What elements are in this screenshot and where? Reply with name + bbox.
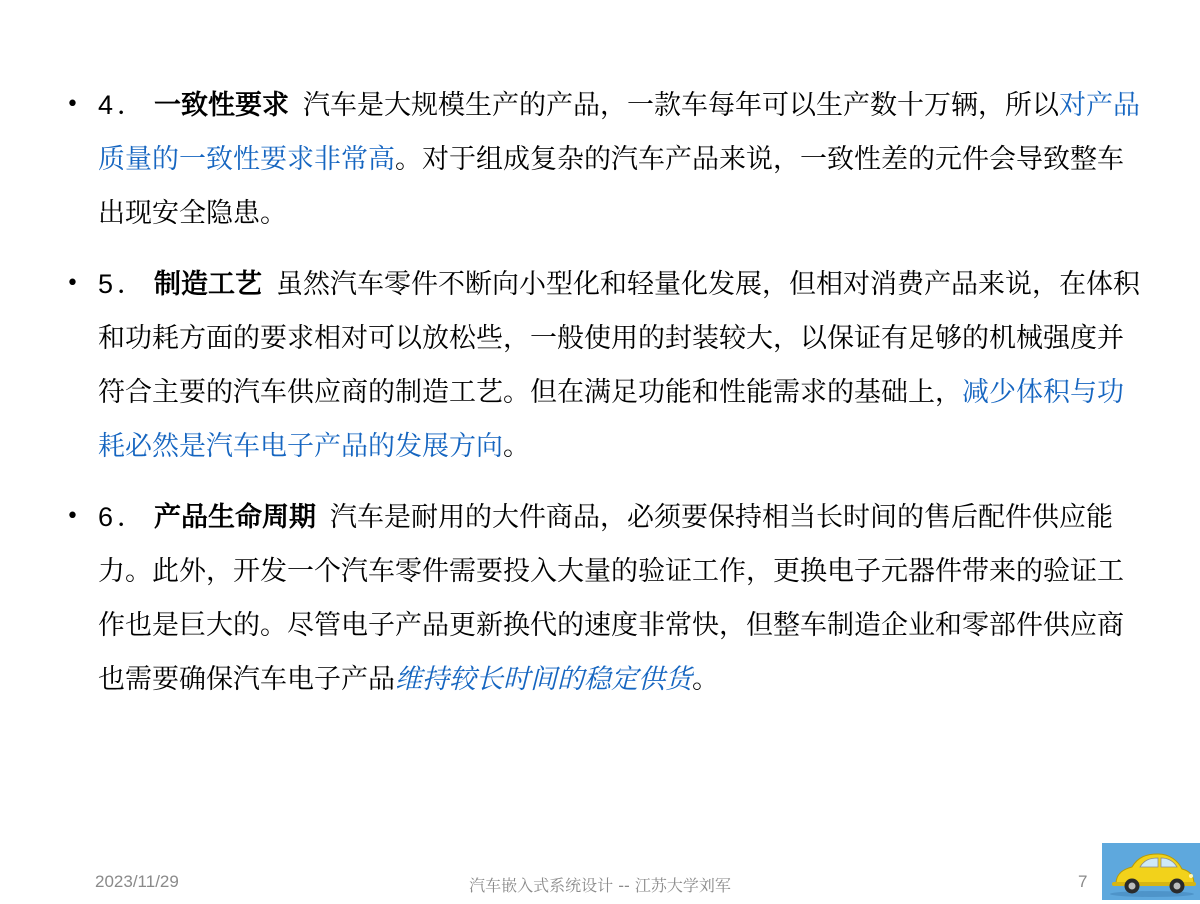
- bullet-text: 虽然汽车零件不断向小型化和轻量化发展，但相对消费产品来说，在体积和功耗方面的要求相对可以放松些，一般使用的封装较大，以保证有足够的机械强度并符合主要的汽车供应商的制造工艺。但在满足功能和性能需求的基础上，: [98, 269, 1141, 408]
- bullet-highlight: 对产品质量的一致性要求非常高: [98, 90, 1141, 175]
- bullet-highlight: 减少体积与功耗必然是汽车电子产品的发展方向: [98, 377, 1124, 462]
- bullet-text: 汽车是耐用的大件商品，必须要保持相当长时间的售后配件供应能力。此外，开发一个汽车零件需要投入大量的验证工作，更换电子元器件带来的验证工作也是巨大的。尽管电子产品更新换代的速度非常快，但整车制造企业和零部件供应商也需要确保汽车电子产品: [98, 502, 1124, 695]
- bullet-manufacturing: [62, 257, 1142, 474]
- footer-title: 汽车嵌入式系统设计 -- 江苏大学刘军: [469, 876, 731, 895]
- bullet-marker: •: [66, 504, 79, 529]
- footer-date: 2023/11/29: [95, 872, 179, 891]
- bullet-marker: •: [66, 92, 79, 117]
- bullet-heading: 制造工艺: [154, 269, 263, 300]
- bullet-lifecycle: [62, 490, 1142, 707]
- bullet-text-end: 。对于组成复杂的汽车产品来说，一致性差的元件会导致整车出现安全隐患。: [98, 144, 1124, 229]
- bullet-number: 6．: [98, 502, 149, 532]
- bullet-heading: 产品生命周期: [154, 502, 317, 533]
- bullet-heading: 一致性要求: [154, 90, 290, 121]
- car-icon: [1102, 843, 1200, 900]
- car-logo: [1102, 843, 1200, 900]
- bullet-number: 5．: [98, 269, 149, 299]
- bullet-text: 汽车是大规模生产的产品，一款车每年可以生产数十万辆，所以: [303, 90, 1060, 121]
- bullet-text-end: 。: [503, 431, 530, 462]
- bullet-number: 4．: [98, 90, 149, 120]
- page-number: 7: [1078, 872, 1088, 891]
- slide-body: [62, 78, 1142, 723]
- bullet-text-end: 。: [692, 664, 719, 695]
- bullet-consistency: [62, 78, 1142, 241]
- bullet-highlight: 维持较长时间的稳定供货: [395, 664, 692, 695]
- bullet-marker: •: [66, 271, 79, 296]
